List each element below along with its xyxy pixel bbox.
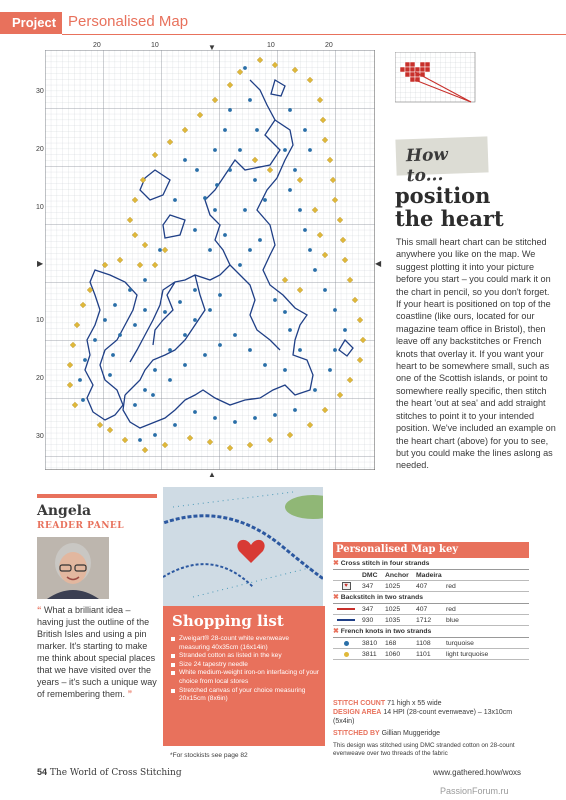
french-knot-turquoise	[81, 398, 85, 402]
french-knot-turquoise	[288, 328, 292, 332]
reader-panel-bar	[37, 494, 157, 498]
french-knot-turquoise	[228, 108, 232, 112]
thread-name: turquoise	[446, 640, 474, 647]
shopping-item: White medium-weight iron-on interfacing of your choice from local stores	[171, 669, 319, 686]
french-knot-turquoise	[255, 128, 259, 132]
madeira-code: 407	[416, 606, 428, 613]
french-knot-turquoise	[328, 368, 332, 372]
reader-role: READER PANEL	[37, 521, 125, 531]
french-knot-turquoise	[298, 348, 302, 352]
cross-icon: ✖	[333, 560, 339, 567]
key-section	[333, 626, 529, 638]
french-knot-turquoise	[283, 310, 287, 314]
center-right-arrow-icon: ◀	[375, 259, 382, 268]
french-knot-turquoise	[313, 268, 317, 272]
french-knot-turquoise	[153, 368, 157, 372]
center-bottom-arrow-icon: ▲	[208, 470, 216, 479]
yellow-dot-icon	[344, 652, 349, 657]
heart-chart	[395, 52, 485, 106]
stitched-by: Gillian Muggeridge	[381, 730, 440, 737]
map-chart	[36, 42, 382, 479]
french-knot-turquoise	[133, 403, 137, 407]
chart-top-tick: 10	[151, 42, 159, 49]
center-top-arrow-icon: ▼	[208, 43, 216, 52]
madeira-code: 1712	[416, 617, 432, 624]
page-number: 54	[37, 767, 48, 777]
french-knot-turquoise	[193, 410, 197, 414]
stitch-count-label: STITCH COUNT	[333, 700, 386, 707]
dmc-code: 3811	[362, 651, 377, 658]
watermark: PassionForum.ru	[440, 786, 509, 796]
french-knot-turquoise	[213, 148, 217, 152]
howto-body: This small heart chart can be stitched anywhere you like on the map. We suggest plotting it into your picture before you start – you could mark it on the chart in pencil, so you don't forget. If your heart is positioned on top of the coastline (like ours, located for our magazine team office in Bristol), then leave off any backstitches or French knots that overlay it. If you want your heart to be somewhere small, such as one of the Scottish islands, or point to somewhere really specific, then stitch the heart 'out at sea' and add straight stitches to point it to your intended position. We've included an example on the heart chart (above) for you to see, but you could make the lines aslong as needed.	[396, 237, 556, 471]
heading-line-1: position	[395, 183, 491, 208]
shopping-items	[171, 635, 319, 704]
french-knot-turquoise	[258, 238, 262, 242]
stitch-key	[333, 558, 529, 660]
french-knot-turquoise	[223, 128, 227, 132]
french-knot-turquoise	[133, 323, 137, 327]
cross-icon: ✖	[333, 628, 339, 635]
howto-tag-text: How to...	[405, 144, 449, 187]
french-knot-turquoise	[273, 298, 277, 302]
french-knot-turquoise	[313, 388, 317, 392]
design-area-label: DESIGN AREA	[333, 709, 382, 716]
page-title: Personalised Map	[68, 13, 189, 30]
thread-name: red	[446, 606, 456, 613]
close-quote-icon: ”	[127, 689, 133, 699]
key-row	[333, 604, 529, 615]
anchor-code: 168	[385, 640, 397, 647]
map-chart-svg	[45, 50, 375, 470]
french-knot-turquoise	[223, 233, 227, 237]
red-line-icon	[337, 608, 355, 610]
french-knot-turquoise	[243, 66, 247, 70]
french-knot-turquoise	[238, 263, 242, 267]
french-knot-turquoise	[323, 288, 327, 292]
magazine-name: The World of Cross Stitching	[49, 768, 182, 778]
french-knot-turquoise	[143, 308, 147, 312]
design-area: 14 HPI (28-count evenweave) – 13x10cm (5x4in)	[333, 709, 513, 725]
french-knot-turquoise	[163, 310, 167, 314]
french-knot-turquoise	[248, 248, 252, 252]
french-knot-turquoise	[333, 348, 337, 352]
header-rule	[62, 34, 566, 35]
stitched-photo	[163, 487, 323, 607]
madeira-code: 1108	[416, 640, 431, 647]
shopping-item: Stretched canvas of your choice measuring 20x15cm (8x6in)	[171, 687, 319, 704]
chart-left-tick: 30	[36, 433, 44, 440]
french-knot-turquoise	[263, 198, 267, 202]
howto-heading	[395, 184, 565, 230]
french-knot-turquoise	[298, 208, 302, 212]
french-knot-turquoise	[173, 423, 177, 427]
footer-left	[37, 767, 182, 778]
french-knot-turquoise	[183, 333, 187, 337]
col-anchor: Anchor	[385, 572, 409, 579]
french-knot-turquoise	[253, 416, 257, 420]
heart-symbol-icon: ♥	[342, 582, 351, 590]
french-knot-turquoise	[233, 420, 237, 424]
french-knot-turquoise	[283, 368, 287, 372]
key-section-title: Cross stitch in four strands	[340, 560, 430, 567]
dmc-code: 930	[362, 617, 374, 624]
shopping-item: Stranded cotton as listed in the key	[171, 652, 319, 661]
french-knot-turquoise	[283, 148, 287, 152]
heading-line-2: the heart	[395, 206, 504, 231]
col-madeira: Madeira	[416, 572, 442, 579]
chart-top-tick: 20	[93, 42, 101, 49]
french-knot-turquoise	[218, 293, 222, 297]
anchor-code: 1035	[385, 617, 401, 624]
french-knot-turquoise	[233, 333, 237, 337]
chart-top-tick: 20	[325, 42, 333, 49]
french-knot-turquoise	[195, 168, 199, 172]
stitched-by-label: STITCHED BY	[333, 730, 380, 737]
french-knot-turquoise	[203, 196, 207, 200]
french-knot-turquoise	[215, 183, 219, 187]
french-knot-turquoise	[343, 328, 347, 332]
key-note: This design was stitched using DMC stranded cotton on 28-count evenweave over two threads of the fabric	[333, 742, 515, 757]
key-row	[333, 615, 529, 626]
chart-left-tick: 10	[36, 204, 44, 211]
french-knot-turquoise	[193, 228, 197, 232]
french-knot-turquoise	[158, 248, 162, 252]
french-knot-turquoise	[263, 363, 267, 367]
french-knot-turquoise	[178, 300, 182, 304]
french-knot-turquoise	[248, 98, 252, 102]
french-knot-turquoise	[308, 148, 312, 152]
key-section-title: French knots in two strands	[340, 628, 432, 635]
french-knot-turquoise	[83, 358, 87, 362]
madeira-code: 407	[416, 583, 428, 590]
chart-left-tick: 20	[36, 375, 44, 382]
french-knot-turquoise	[153, 433, 157, 437]
anchor-code: 1025	[385, 606, 401, 613]
chart-left-tick: 30	[36, 88, 44, 95]
french-knot-turquoise	[93, 338, 97, 342]
french-knot-turquoise	[118, 333, 122, 337]
french-knot-turquoise	[228, 168, 232, 172]
french-knot-turquoise	[308, 248, 312, 252]
key-section	[333, 592, 529, 604]
french-knot-turquoise	[238, 148, 242, 152]
french-knot-turquoise	[203, 353, 207, 357]
dmc-code: 347	[362, 583, 374, 590]
french-knot-turquoise	[293, 168, 297, 172]
french-knot-turquoise	[208, 248, 212, 252]
french-knot-turquoise	[151, 393, 155, 397]
chart-left-tick: 10	[36, 317, 44, 324]
key-column-header	[333, 570, 529, 581]
dmc-code: 347	[362, 606, 374, 613]
french-knot-turquoise	[288, 108, 292, 112]
blue-line-icon	[337, 619, 355, 621]
french-knot-turquoise	[303, 228, 307, 232]
french-knot-turquoise	[193, 288, 197, 292]
reader-name: Angela	[37, 503, 92, 519]
reader-avatar	[37, 537, 109, 599]
french-knot-turquoise	[78, 378, 82, 382]
french-knot-turquoise	[143, 388, 147, 392]
french-knot-turquoise	[193, 318, 197, 322]
open-quote-icon: “	[37, 605, 42, 615]
french-knot-turquoise	[108, 373, 112, 377]
anchor-code: 1060	[385, 651, 401, 658]
french-knot-turquoise	[218, 343, 222, 347]
french-knot-turquoise	[183, 158, 187, 162]
french-knot-turquoise	[103, 318, 107, 322]
french-knot-turquoise	[253, 178, 257, 182]
stitch-count: 71 high x 55 wide	[387, 700, 442, 707]
reader-quote	[37, 604, 159, 700]
key-section-title: Backstitch in two strands	[340, 594, 424, 601]
french-knot-turquoise	[173, 198, 177, 202]
french-knot-turquoise	[143, 278, 147, 282]
key-row	[333, 649, 529, 660]
key-section	[333, 558, 529, 570]
french-knot-turquoise	[273, 413, 277, 417]
french-knot-turquoise	[303, 128, 307, 132]
french-knot-turquoise	[168, 378, 172, 382]
thread-name: blue	[446, 617, 459, 624]
shopping-list	[163, 606, 325, 746]
anchor-code: 1025	[385, 583, 401, 590]
shopping-title: Shopping list	[172, 612, 284, 630]
footer-url[interactable]: www.gathered.how/woxs	[433, 768, 522, 777]
howto-tag	[395, 136, 488, 187]
thread-name: light turquoise	[446, 651, 489, 658]
french-knot-turquoise	[138, 438, 142, 442]
col-dmc: DMC	[362, 572, 378, 579]
french-knot-turquoise	[208, 308, 212, 312]
chart-top-tick: 10	[267, 42, 275, 49]
french-knot-turquoise	[213, 416, 217, 420]
shopping-item: Zweigart® 28-count white evenweave measuring 40x35cm (16x14in)	[171, 635, 319, 652]
french-knot-turquoise	[288, 188, 292, 192]
french-knot-turquoise	[111, 353, 115, 357]
french-knot-turquoise	[243, 208, 247, 212]
french-knot-turquoise	[113, 303, 117, 307]
stockists-note: *For stockists see page 82	[170, 752, 248, 759]
section-tag: Project	[0, 12, 62, 34]
key-row	[333, 581, 529, 592]
reader-quote-text: What a brilliant idea – having just the outline of the British Isles and using a pin marker. It's starting to make me think about special places that we have visited over the years – it's such a unique way of remembering them.	[37, 605, 157, 699]
blue-dot-icon	[344, 641, 349, 646]
chart-left-tick: 20	[36, 146, 44, 153]
center-left-arrow-icon: ▶	[37, 259, 44, 268]
key-row	[333, 638, 529, 649]
cross-icon: ✖	[333, 594, 339, 601]
shopping-item: Size 24 tapestry needle	[171, 661, 319, 670]
french-knot-turquoise	[213, 208, 217, 212]
madeira-code: 1101	[416, 651, 431, 658]
french-knot-turquoise	[293, 408, 297, 412]
key-title: Personalised Map key	[333, 542, 529, 558]
design-stats	[333, 699, 533, 758]
french-knot-turquoise	[128, 288, 132, 292]
french-knot-turquoise	[168, 348, 172, 352]
thread-name: red	[446, 583, 456, 590]
french-knot-turquoise	[248, 348, 252, 352]
dmc-code: 3810	[362, 640, 378, 647]
french-knot-turquoise	[333, 308, 337, 312]
french-knot-turquoise	[183, 363, 187, 367]
